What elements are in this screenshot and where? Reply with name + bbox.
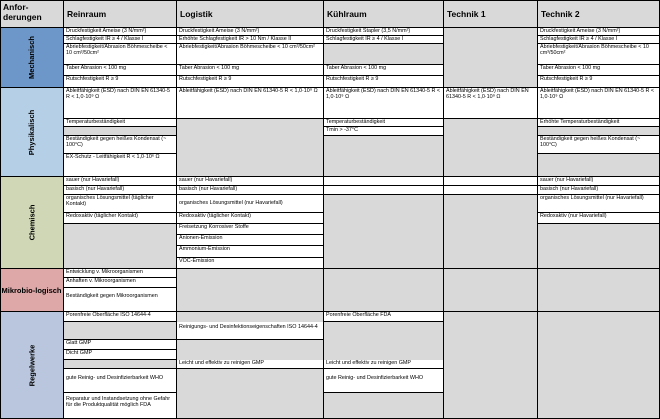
cell-chem-t2-3: organisches Lösungsmittel (nur Havariefall) [538,195,659,213]
header-technik-2: Technik 2 [538,0,660,28]
cell-mech-log-5: Rutschfestigkeit R ≥ 9 [177,76,323,88]
cell-chem-t2-2: basisch (nur Havariefall) [538,186,659,195]
cell-reg-log-2: Leicht und effektiv zu reinigen GMP [177,360,323,369]
cell-chem-log-4: Redoxaktiv (täglicher Kontakt) [177,213,323,224]
cell-mech-log-4: Taber Abrasion < 100 mg [177,65,323,76]
category-physikalisch-label: Physikalisch [26,109,36,155]
cell-mech-t2-3: Abriebfestigkeit/Abrasion Böhmescheibe < 10 cm³/50cm² [538,44,659,65]
cell-chem-log-3: organisches Lösungsmittel (nur Havariefall) [177,195,323,213]
cell-mech-kuehl-4: Rutschfestigkeit R ≥ 9 [324,76,443,88]
category-mikrobiologisch-label: Mikrobio-logisch [1,285,62,295]
cell-mikro-rein-2: Anhaften v. Mikroorganismen [64,278,176,288]
category-chemisch-label: Chemisch [26,204,36,241]
cell-reg-rein-1: Porenfreie Oberfläche ISO 14644-4 [64,312,176,322]
cell-mech-log-2: Erhöhte Schlagfestigkeit IR > 10 Nm / Klasse II [177,36,323,44]
cell-chem-log-7: Ammonium-Emission [177,246,323,258]
cell-chem-rein-2: basisch (nur Havariefall) [64,186,176,195]
cell-mikro-rein-3: Beständigkeit gegen Mikroorganismen [64,288,176,312]
cell-chem-log-6: Anionen-Emission [177,235,323,246]
cell-reg-kuehl-2: Leicht und effektiv zu reinigen GMP [324,360,443,369]
cell-mech-log-1: Druckfestigkeit Ameise (3 N/mm²) [177,28,323,36]
cell-chem-t2-4: Redoxaktiv (nur Havariefall) [538,213,659,224]
cell-reg-kuehl-3: gute Reinig- und Desinfizierbarkeit WHO [324,369,443,393]
cell-reg-rein-3: Dicht GMP [64,350,176,360]
cell-phys-rein-2: Temperaturbeständigkeit [64,119,176,127]
cell-phys-t2-1: Ableitfähigkeit (ESD) nach DIN EN 61340-5 R < 1,0·10⁹ Ω [538,88,659,119]
cell-reg-log-1: Reinigungs- und Desinfektionseigenschaften ISO 14644-4 [177,322,323,340]
cell-mikro-rein-1: Entwicklung v. Mikroorganismen [64,269,176,278]
cell-chem-log-8: VOC-Emission [177,258,323,269]
cell-phys-kuehl-2: Temperaturbeständigkeit [324,119,443,127]
cell-mech-t2-1: Druckfestigkeit Ameise (3 N/mm²) [538,28,659,36]
category-regelwerke-label: Regelwerke [26,344,36,386]
cell-reg-rein-5: Reparatur und Instandsetzung ohne Gefahr für die Produktqualität möglich FDA [64,393,176,419]
cell-chem-rein-1: sauer (nur Havariefall) [64,177,176,186]
cell-reg-kuehl-1: Porenfreie Oberfläche FDA [324,312,443,322]
header-technik-1: Technik 1 [444,0,538,28]
cell-mech-rein-3: Abriebfestigkeit/Abrasion Böhmescheibe < 10 cm³/50cm² [64,44,176,65]
cell-phys-kuehl-1: Ableitfähigkeit (ESD) nach DIN EN 61340-5 R < 1,0·10⁹ Ω [324,88,443,119]
cell-reg-rein-4: gute Reinig- und Desinfizierbarkeit WHO [64,369,176,393]
cell-phys-rein-4: EX-Schutz - Leitfähigkeit R < 1,0·10⁶ Ω [64,154,176,177]
cell-mech-rein-1: Druckfestigkeit Ameise (3 N/mm²) [64,28,176,36]
cell-phys-t2-3: Beständigkeit gegen heißes Kondensat (~ 100°C) [538,136,659,154]
category-mechanisch-label: Mechanisch [27,36,36,79]
cell-chem-t2-1: sauer (nur Havariefall) [538,177,659,186]
cell-mech-log-3: Abriebfestigkeit/Abrasion Böhmescheibe < 10 cm³/50cm² [177,44,323,65]
cell-phys-t1-1: Ableitfähigkeit (ESD) nach DIN EN 61340-5 R < 1,0·10⁹ Ω [444,88,537,119]
cell-phys-kuehl-3: Tmin > -37°C [324,127,443,136]
cell-mech-t2-4: Taber Abrasion < 100 mg [538,65,659,76]
cell-mech-t2-5: Rutschfestigkeit R ≥ 9 [538,76,659,88]
cell-phys-rein-1: Ableitfähigkeit (ESD) nach DIN EN 61340-5 R < 1,0·10⁹ Ω [64,88,176,119]
cell-mech-kuehl-3: Taber Abrasion < 100 mg [324,65,443,76]
cell-chem-log-1: sauer (nur Havariefall) [177,177,323,186]
cell-reg-rein-2: Glatt GMP [64,340,176,350]
header-kuehlraum: Kühlraum [324,0,444,28]
cell-phys-log-1: Ableitfähigkeit (ESD) nach DIN EN 61340-5 R < 1,0·10⁹ Ω [177,88,323,119]
cell-chem-rein-4: Redoxaktiv (täglicher Kontakt) [64,213,176,224]
cell-phys-t2-2: Erhöhte Temperaturbeständigkeit [538,119,659,127]
cell-mech-kuehl-2: Schlagfestigkeit IR ≥ 4 / Klasse I [324,36,443,44]
header-corner: Anfor- derungen [0,0,64,28]
cell-phys-rein-3: Beständigkeit gegen heißes Kondensat (~ 100°C) [64,136,176,154]
cell-chem-rein-3: organisches Lösungsmittel (täglicher Kontakt) [64,195,176,213]
header-reinraum: Reinraum [64,0,177,28]
header-logistik: Logistik [177,0,324,28]
cell-mech-t2-2: Schlagfestigkeit IR ≥ 4 / Klasse I [538,36,659,44]
cell-mech-kuehl-1: Druckfestigkeit Stapler (3,5 N/mm²) [324,28,443,36]
cell-mech-rein-5: Rutschfestigkeit R ≥ 9 [64,76,176,88]
cell-chem-log-5: Freisetzung Korrosiver Stoffe [177,224,323,235]
cell-mech-rein-2: Schlagfestigkeit IR ≥ 4 / Klasse I [64,36,176,44]
cell-mech-rein-4: Taber Abrasion < 100 mg [64,65,176,76]
cell-chem-log-2: basisch (nur Havariefall) [177,186,323,195]
